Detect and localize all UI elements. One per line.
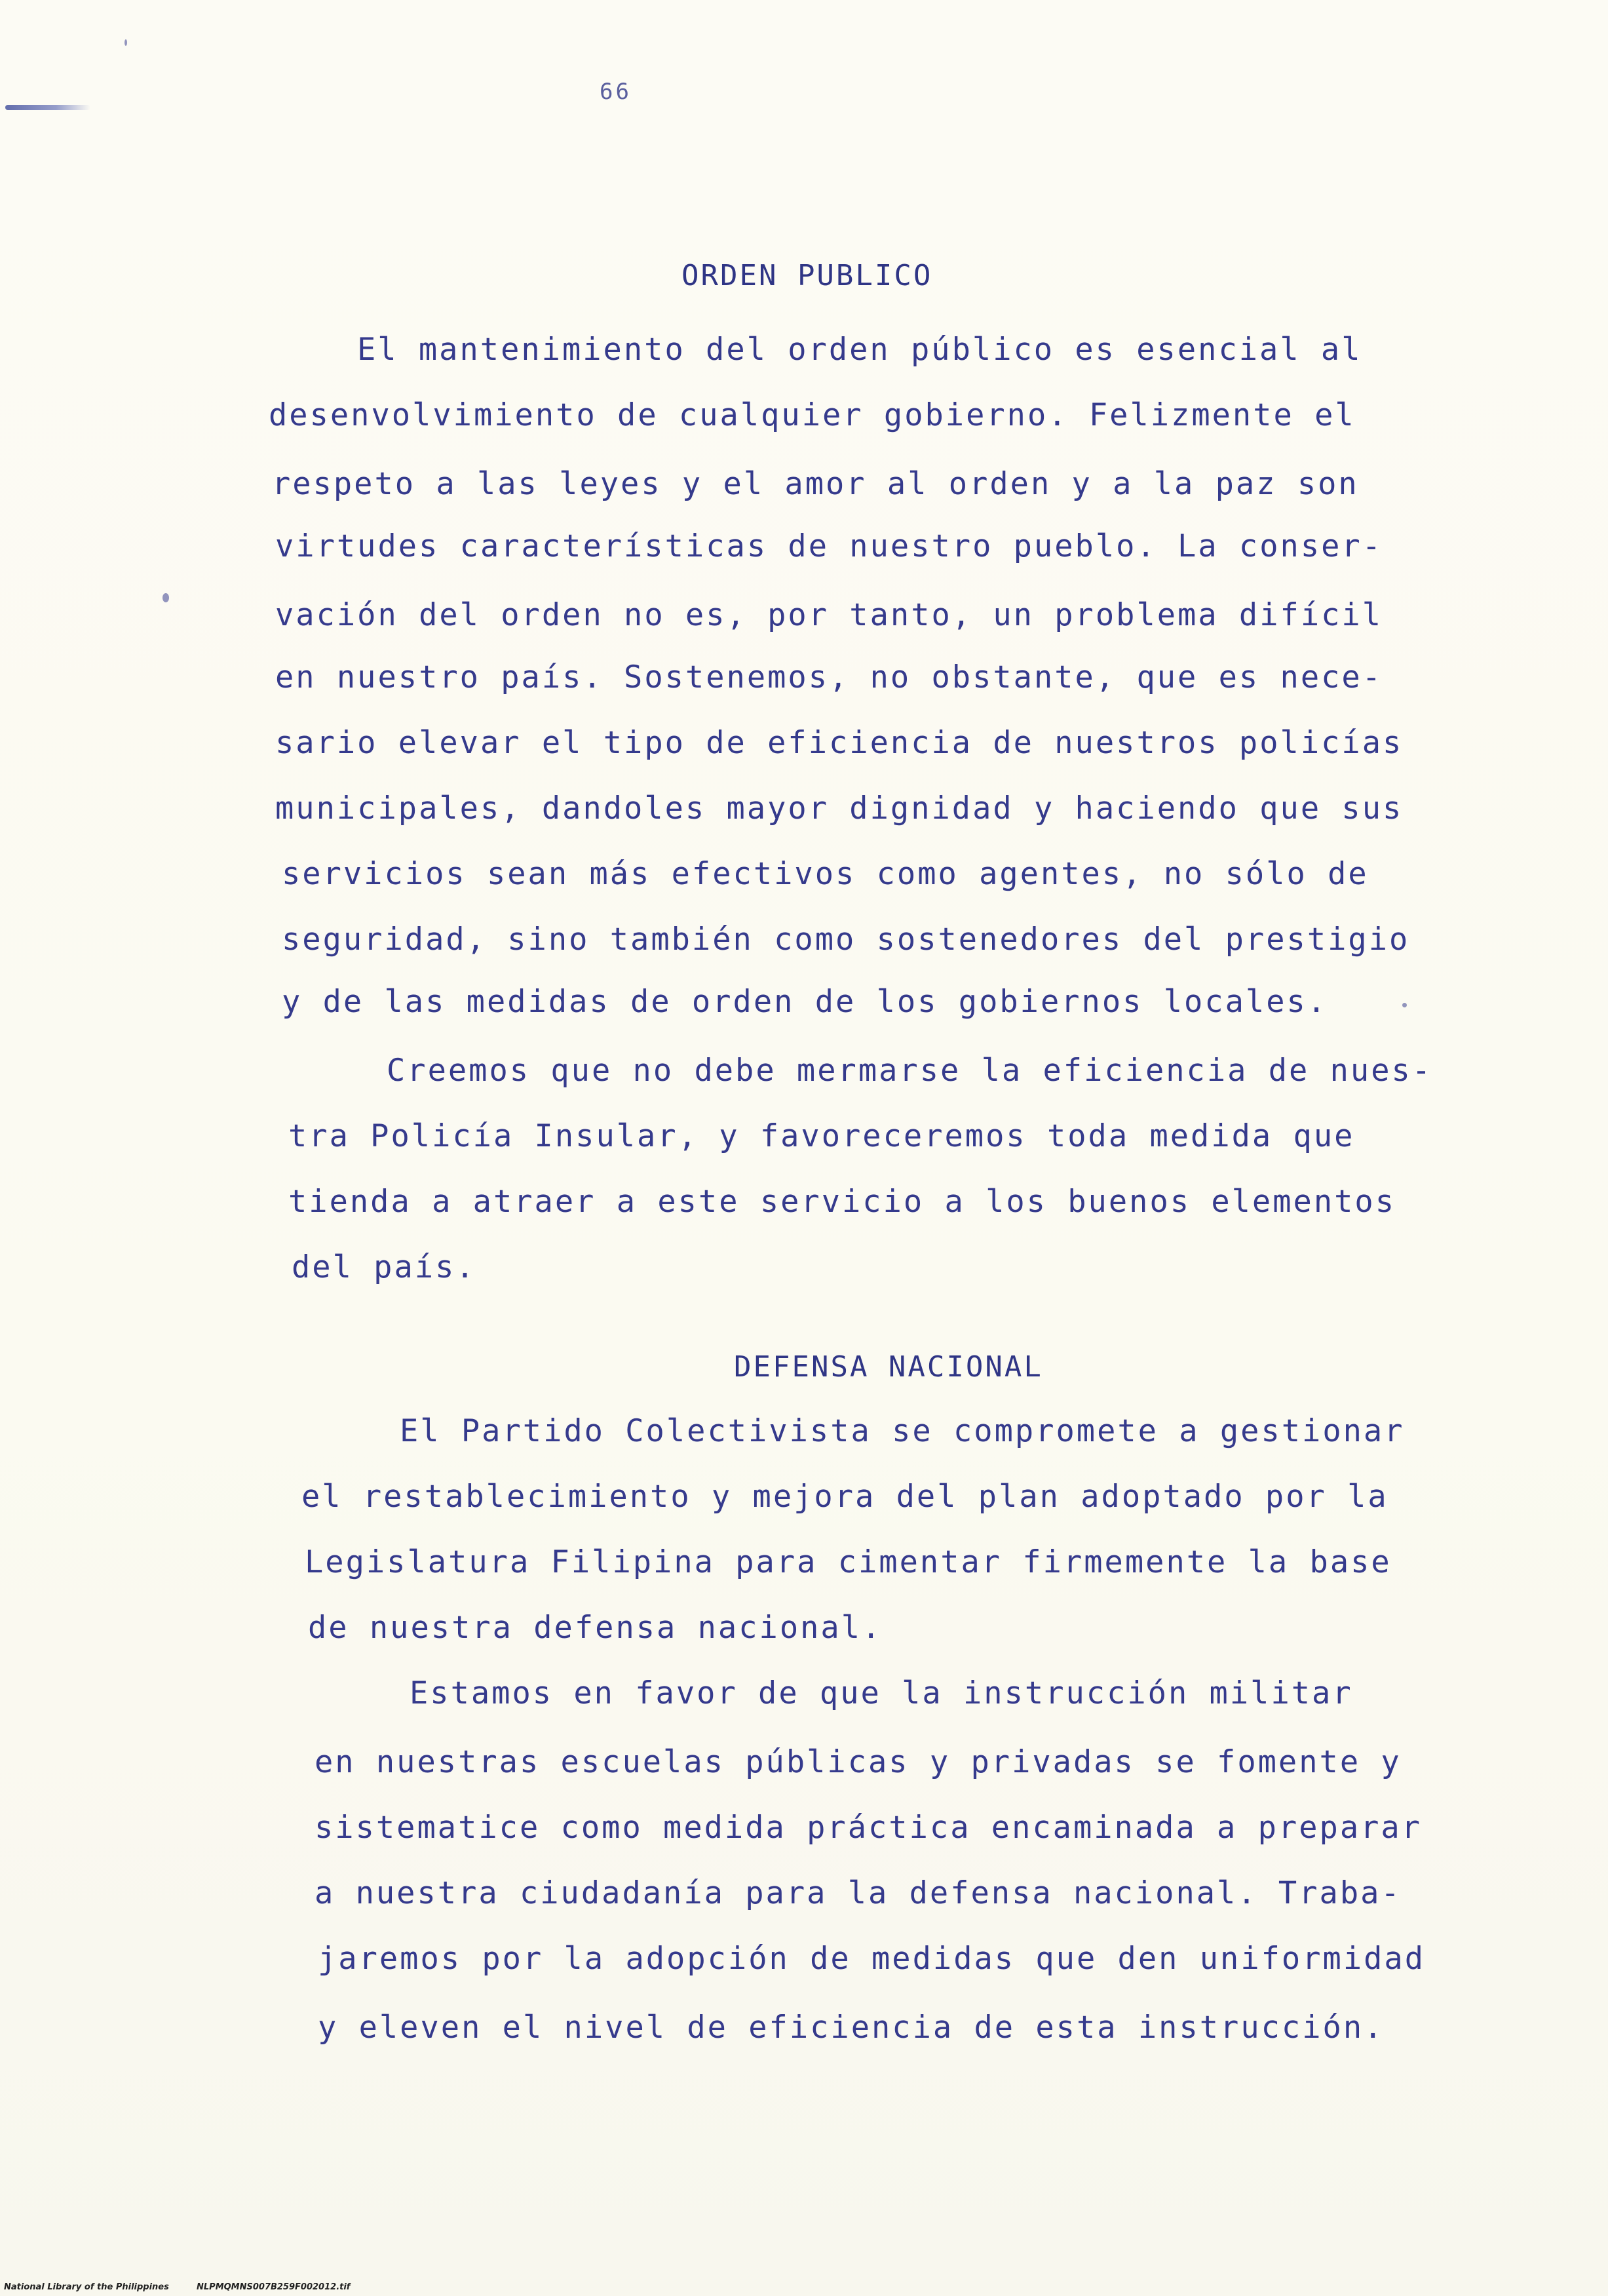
text-line: respeto a las leyes y el amor al orden y a la paz son xyxy=(272,466,1359,502)
text-line: Creemos que no debe mermarse la eficiencia de nues- xyxy=(387,1053,1433,1089)
text-line: sario elevar el tipo de eficiencia de nuestros policías xyxy=(275,725,1404,761)
text-line: jaremos por la adopción de medidas que den uniformidad xyxy=(318,1941,1426,1977)
text-line: el restablecimiento y mejora del plan adoptado por la xyxy=(301,1479,1388,1515)
text-line: desenvolvimiento de cualquier gobierno. Felizmente el xyxy=(269,397,1356,433)
text-line: en nuestras escuelas públicas y privadas se fomente y xyxy=(315,1744,1402,1780)
ink-edge-mark xyxy=(5,105,90,110)
text-line: El mantenimiento del orden público es esencial al xyxy=(357,332,1362,368)
text-line: a nuestra ciudadanía para la defensa nacional. Traba- xyxy=(315,1875,1402,1911)
text-line: tra Policía Insular, y favoreceremos toda medida que xyxy=(288,1118,1355,1154)
section-heading-orden-publico: ORDEN PUBLICO xyxy=(681,259,933,292)
text-line: y eleven el nivel de eficiencia de esta instrucción. xyxy=(318,2010,1385,2046)
text-line: Estamos en favor de que la instrucción militar xyxy=(410,1675,1353,1711)
text-line: en nuestro país. Sostenemos, no obstante, que es nece- xyxy=(275,659,1383,695)
text-line: El Partido Colectivista se compromete a gestionar xyxy=(400,1413,1405,1449)
text-line: sistematice como medida práctica encaminada a preparar xyxy=(315,1810,1423,1846)
ink-speck xyxy=(1402,1003,1407,1007)
text-line: virtudes características de nuestro pueblo. La conser- xyxy=(275,528,1383,564)
page-number: 66 xyxy=(600,79,632,105)
text-line: del país. xyxy=(292,1249,476,1285)
text-line: municipales, dandoles mayor dignidad y haciendo que sus xyxy=(275,790,1404,827)
text-line: Legislatura Filipina para cimentar firmemente la base xyxy=(305,1544,1392,1580)
archive-footer xyxy=(0,2280,1608,2296)
text-line: seguridad, sino también como sostenedores del prestigio xyxy=(282,922,1410,958)
text-line: vación del orden no es, por tanto, un problema difícil xyxy=(275,597,1383,633)
text-line: servicios sean más efectivos como agentes, no sólo de xyxy=(282,856,1369,892)
ink-speck xyxy=(163,593,169,602)
text-line: tienda a atraer a este servicio a los buenos elementos xyxy=(288,1184,1396,1220)
footer-file-id: NLPMQMNS007B259F002012.tif xyxy=(197,2282,351,2292)
ink-speck xyxy=(124,39,127,46)
text-line: de nuestra defensa nacional. xyxy=(308,1610,883,1646)
text-line: y de las medidas de orden de los gobiernos locales. xyxy=(282,984,1328,1020)
footer-library: National Library of the Philippines xyxy=(4,2282,169,2292)
section-heading-defensa-nacional: DEFENSA NACIONAL xyxy=(734,1350,1043,1384)
